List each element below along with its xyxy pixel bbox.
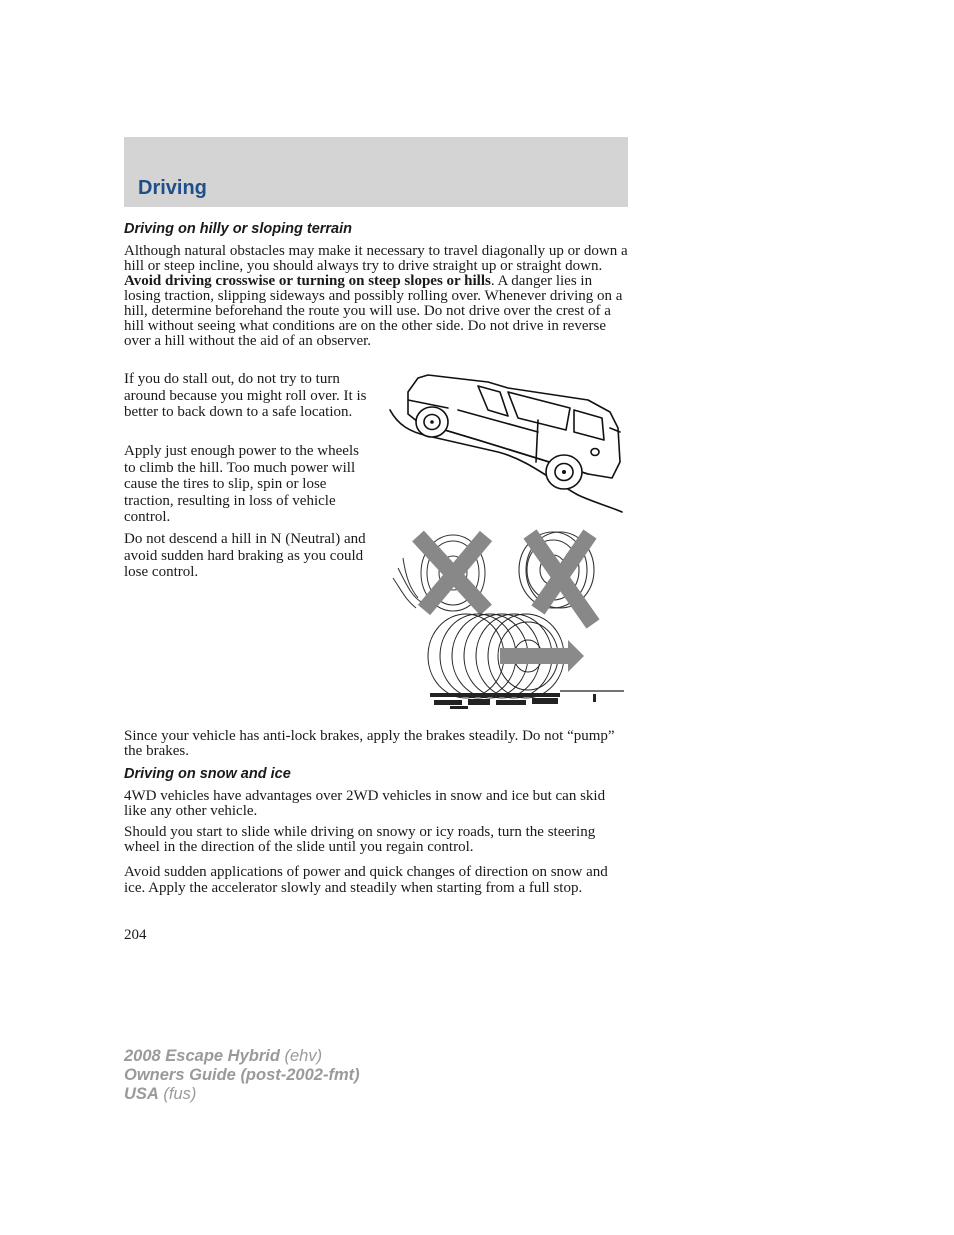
snow-paragraph-1: 4WD vehicles have advantages over 2WD vehicles in snow and ice but can skid like any other vehicle. (124, 788, 606, 819)
hill-paragraph-3: Apply just enough power to the wheels to climb the hill. Too much power will cause the tires to slip, spin or lose traction, resulting in loss of vehicle control. (124, 443, 359, 525)
hill-paragraph-1 (124, 244, 628, 349)
footer-line-1 (124, 1047, 360, 1066)
section-header-band (124, 137, 628, 207)
hill-paragraph-4: Do not descend a hill in N (Neutral) and avoid sudden hard braking as you could lose control. (124, 531, 366, 580)
hill-p1-part-b: . A danger lies in losing traction, slipping sideways and possibly rolling over. Whenever driving on a hill, determine beforehand the route you will use. Do not drive over the crest of a hill without seeing what conditions are on the other side. Do not drive in reverse over a hill without the aid of an observer. (124, 273, 623, 349)
footer-model: 2008 Escape Hybrid (124, 1047, 280, 1065)
hill-p1-warning: Avoid driving crosswise or turning on steep slopes or hills (124, 273, 491, 289)
footer (124, 1047, 360, 1104)
section-title: Driving (138, 177, 207, 199)
footer-guide: Owners Guide (post-2002-fmt) (124, 1066, 360, 1084)
hill-heading: Driving on hilly or sloping terrain (124, 221, 352, 237)
page-number: 204 (124, 927, 147, 943)
footer-market-code: (fus) (158, 1085, 197, 1103)
snow-paragraph-2: Should you start to slide while driving on snowy or icy roads, turn the steering wheel in the direction of the slide until you regain control. (124, 824, 596, 855)
footer-market: USA (124, 1085, 159, 1103)
snow-heading: Driving on snow and ice (124, 766, 291, 782)
tire-braking-illustration (388, 528, 628, 718)
snow-paragraph-3: Avoid sudden applications of power and quick changes of direction on snow and ice. Apply the accelerator slowly and steadily when starting from a full stop. (124, 864, 608, 896)
footer-line-2 (124, 1066, 360, 1085)
hill-paragraph-2: If you do stall out, do not try to turn around because you might roll over. It is better to back down to a safe location. (124, 371, 367, 420)
footer-model-code: (ehv) (279, 1047, 323, 1065)
arrow-right-icon (500, 640, 584, 672)
footer-line-3 (124, 1085, 360, 1104)
suv-on-hill-illustration (388, 370, 628, 520)
anti-lock-paragraph: Since your vehicle has anti-lock brakes, apply the brakes steadily. Do not “pump” the brakes. (124, 728, 615, 759)
hill-p1-part-a: Although natural obstacles may make it necessary to travel diagonally up or down a hill or steep incline, you should always try to drive straight up or straight down. (124, 243, 628, 274)
